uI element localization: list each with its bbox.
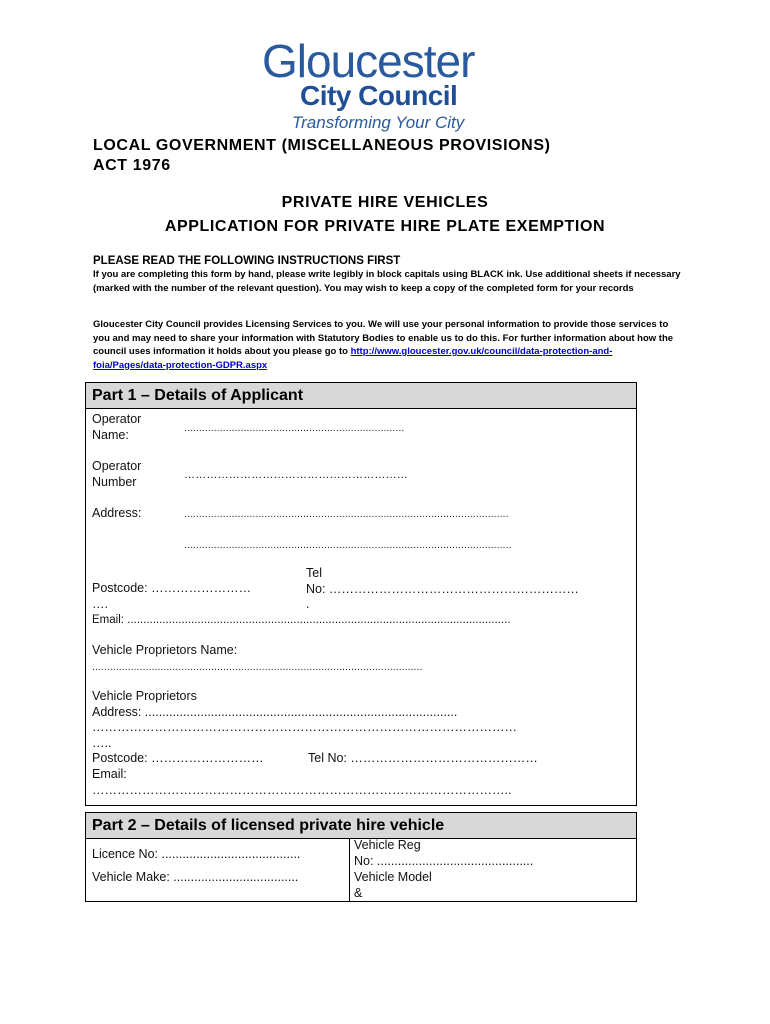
privacy-link[interactable]: http://www.gloucester.gov.uk/council/data-protection-and-foia/Pages/data-protection-GDPR.aspx (93, 346, 613, 371)
email-field[interactable]: Email: ........................................................................................................................ (92, 614, 511, 626)
vehicle-proprietor-name-field[interactable]: ............................................................................................................... (92, 662, 423, 673)
licence-number-field[interactable]: Licence No: ........................................ (92, 847, 301, 861)
vehicle-proprietor-email-label: Email: (92, 767, 127, 781)
vehicle-proprietor-postcode-field[interactable]: Postcode: ……………………… (92, 751, 264, 765)
operator-number-field[interactable]: …………………………………………………… (184, 469, 408, 481)
vehicle-proprietor-name-label: Vehicle Proprietors Name: (92, 643, 238, 657)
instructions-title: PLEASE READ THE FOLLOWING INSTRUCTIONS FIRST (93, 255, 401, 267)
part2-title: Part 2 – Details of licensed private hire vehicle (86, 813, 636, 839)
vehicle-model-field[interactable]: Vehicle Model & (354, 870, 432, 900)
logo-tagline: Transforming Your City (292, 113, 465, 132)
vehicle-make-field[interactable]: Vehicle Make: .................................... (92, 870, 299, 884)
vehicle-proprietor-tel-field[interactable]: Tel No: ……………………………………… (308, 751, 538, 765)
operator-name-field[interactable]: .......................................................................... (184, 423, 405, 434)
logo-council: City Council (300, 80, 458, 111)
tel-field[interactable]: Tel No: …………………………………………………… . (306, 566, 579, 611)
address-field-2[interactable]: .............................................................................................................. (184, 540, 512, 551)
vehicle-proprietor-address-field[interactable]: Vehicle Proprietors Address: .......................................................................................... ………………………………………………………………………………………… ….. (92, 689, 517, 750)
logo-name: Gloucester (262, 35, 475, 87)
instructions-paragraph-1: If you are completing this form by hand, please write legibly in block capitals using BLACK ink. Use additional sheets if necessary (marked with the number of the relevant question). You may wish to keep a copy of the completed form for your records (93, 269, 681, 294)
act-line-2: ACT 1976 (93, 157, 171, 174)
act-line-1: LOCAL GOVERNMENT (MISCELLANEOUS PROVISIONS) (93, 137, 551, 154)
operator-number-label: Operator Number (92, 459, 142, 489)
form-title-1: PRIVATE HIRE VEHICLES (281, 194, 489, 211)
privacy-text: Gloucester City Council provides Licensing Services to you. We will use your personal information to provide those services to you and may need to share your information with Statutory Bodies to enable us to do this. For further information about how the council uses information it holds about you please go to (93, 319, 674, 357)
vehicle-reg-field[interactable]: Vehicle Reg No: ............................................. (354, 838, 534, 868)
address-label: Address: (92, 506, 142, 520)
vehicle-proprietor-email-field[interactable]: ……………………………………………………………………………………….. (92, 783, 512, 797)
postcode-field[interactable]: Postcode: …………………… …. (92, 581, 252, 611)
part2-section (85, 812, 637, 902)
act-heading (93, 136, 713, 176)
address-field-1[interactable]: ............................................................................................................. (184, 509, 509, 520)
privacy-paragraph (93, 318, 683, 372)
form-title-2: APPLICATION FOR PRIVATE HIRE PLATE EXEMPTION (164, 218, 606, 235)
part1-title: Part 1 – Details of Applicant (86, 383, 636, 409)
part1-section (85, 382, 637, 806)
part2-divider (349, 839, 350, 901)
operator-name-label: Operator Name: (92, 412, 142, 442)
